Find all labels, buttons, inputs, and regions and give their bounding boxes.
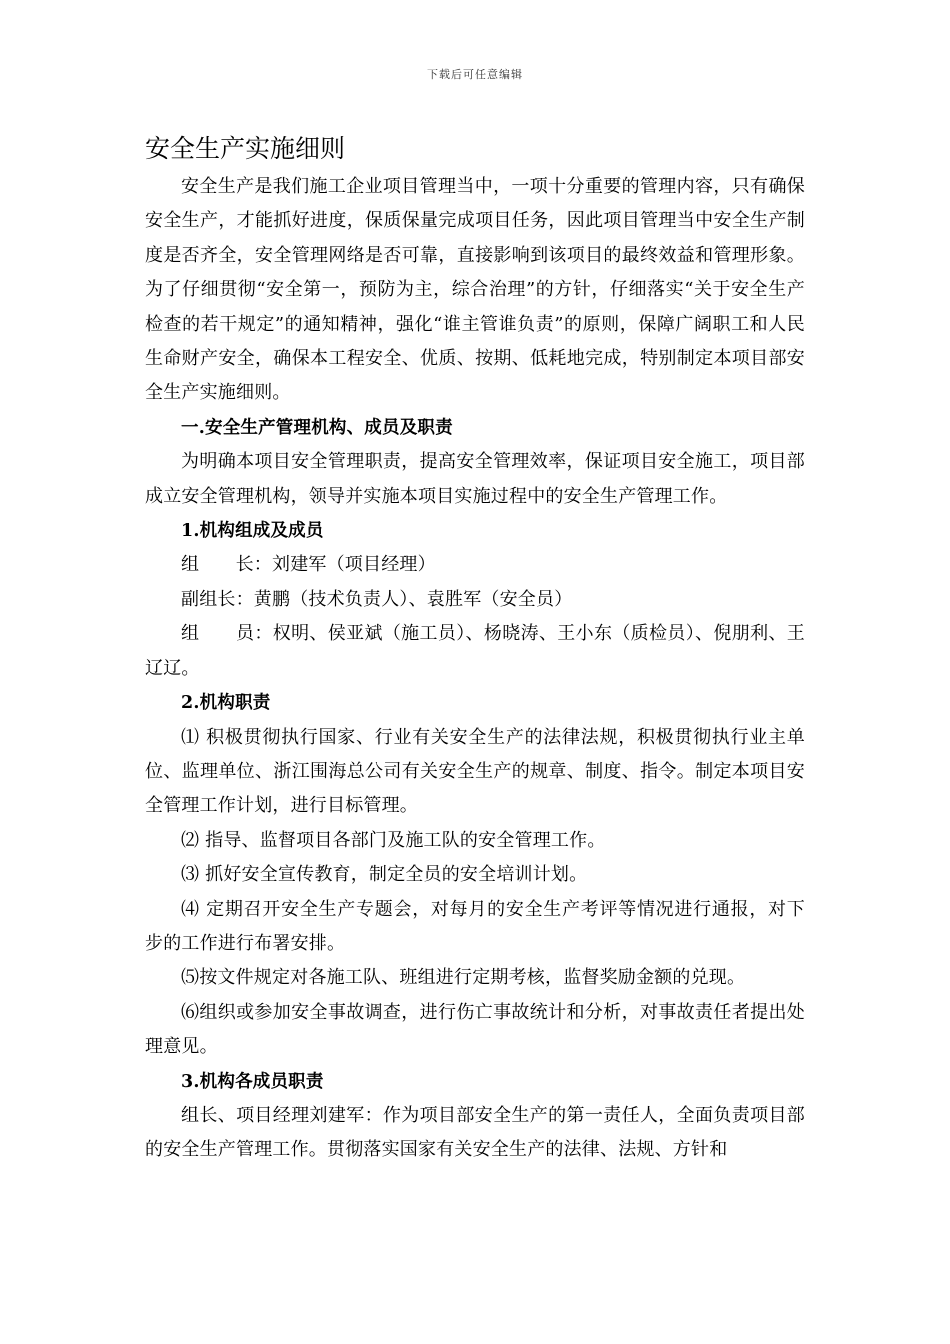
subsection-3-heading: 3.机构各成员职责 [181, 1071, 324, 1092]
subsection-3-paragraph: 组长、项目经理刘建军：作为项目部安全生产的第一责任人，全面负责项目部的安全生产管理工作。贯彻落实国家有关安全生产的法律、法规、方针和 [145, 1104, 805, 1161]
subsection-2-heading: 2.机构职责 [181, 693, 271, 714]
intro-paragraph: 安全生产是我们施工企业项目管理当中，一项十分重要的管理内容，只有确保安全生产，才能抓好进度，保质保量完成项目任务，因此项目管理当中安全生产制度是否齐全，安全管理网络是否可靠，直接影响到该项目的最终效益和管理形象。为了仔细贯彻“安全第一，预防为主，综合治理”的方针，仔细落实“关于安全生产检查的若干规定”的通知精神，强化“谁主管谁负责”的原则，保障广阔职工和人民生命财产安全，确保本工程安全、优质、按期、低耗地完成，特别制定本项目部安全生产实施细则。 [145, 176, 805, 404]
duty-item-4: ⑷ 定期召开安全生产专题会，对每月的安全生产考评等情况进行通报，对下步的工作进行布署安排。 [145, 898, 805, 954]
deputy-leader-line: 副组长：黄鹏（技术负责人）、袁胜军（安全员） [181, 588, 573, 610]
section-1-heading: 一.安全生产管理机构、成员及职责 [181, 417, 453, 438]
section-1-paragraph: 为明确本项目安全管理职责，提高安全管理效率，保证项目安全施工，项目部成立安全管理机构，领导并实施本项目实施过程中的安全生产管理工作。 [145, 451, 805, 507]
duty-item-6: ⑹组织或参加安全事故调查，进行伤亡事故统计和分析，对事故责任者提出处理意见。 [145, 1001, 805, 1058]
header-note: 下载后可任意编辑 [427, 68, 523, 81]
document-title: 安全生产实施细则 [145, 134, 346, 163]
document-body [145, 130, 805, 1168]
members-line: 组 员：权明、侯亚斌（施工员）、杨晓涛、王小东（质检员）、倪朋利、王辽辽。 [145, 623, 805, 679]
leader-line: 组 长：刘建军（项目经理） [181, 554, 436, 576]
duty-item-3: ⑶ 抓好安全宣传教育，制定全员的安全培训计划。 [181, 864, 588, 886]
subsection-1-heading: 1.机构组成及成员 [181, 521, 324, 542]
duty-item-1: ⑴ 积极贯彻执行国家、行业有关安全生产的法律法规，积极贯彻执行业主单位、监理单位、浙江围海总公司有关安全生产的规章、制度、指令。制定本项目安全管理工作计划，进行目标管理。 [145, 726, 805, 817]
duty-item-5: ⑸按文件规定对各施工队、班组进行定期考核，监督奖励金额的兑现。 [181, 967, 746, 989]
duty-item-2: ⑵ 指导、监督项目各部门及施工队的安全管理工作。 [181, 829, 606, 851]
